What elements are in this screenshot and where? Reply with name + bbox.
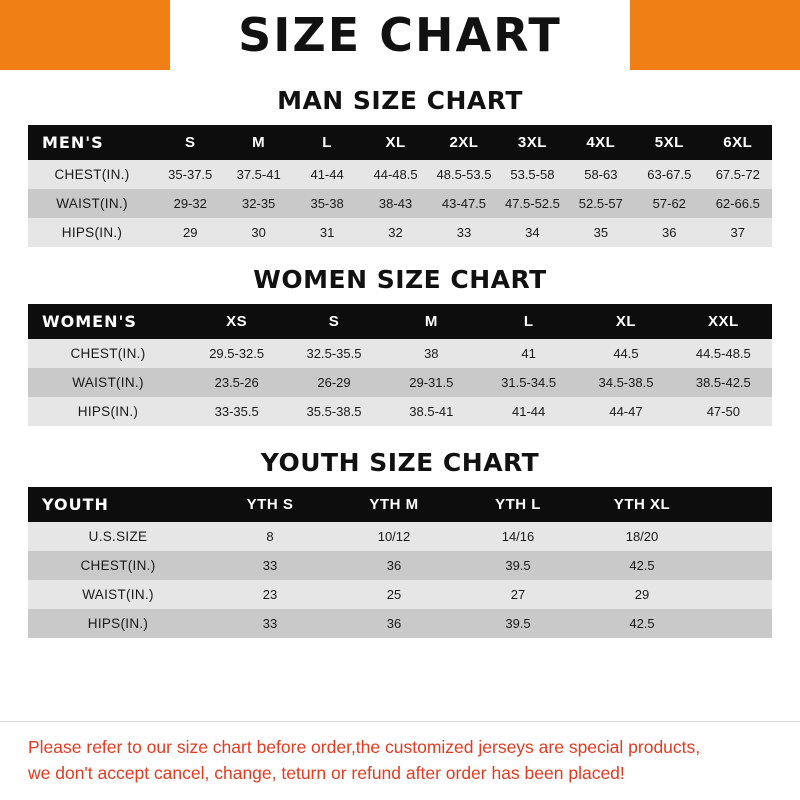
table-cell: 36 [332, 551, 456, 580]
table-row [28, 339, 772, 368]
column-header: XS [188, 304, 285, 339]
table-cell: 41-44 [293, 160, 361, 189]
table-row-header-label: MEN'S [28, 125, 156, 160]
table-cell: 42.5 [580, 609, 704, 638]
column-header: YTH M [332, 487, 456, 522]
table-row [28, 609, 772, 638]
table-header-row [28, 125, 772, 160]
table-cell: 52.5-57 [567, 189, 635, 218]
row-label: WAIST(IN.) [28, 368, 188, 397]
table-cell: 14/16 [456, 522, 580, 551]
table-cell: 38.5-42.5 [675, 368, 772, 397]
table-cell: 47-50 [675, 397, 772, 426]
row-label: WAIST(IN.) [28, 189, 156, 218]
table-cell: 29.5-32.5 [188, 339, 285, 368]
table-cell: 36 [332, 609, 456, 638]
table-cell-spacer [704, 580, 772, 609]
column-header: M [224, 125, 292, 160]
table-cell: 39.5 [456, 551, 580, 580]
table-row [28, 189, 772, 218]
table-cell: 29 [156, 218, 224, 247]
column-header: L [480, 304, 577, 339]
table-row [28, 160, 772, 189]
table-cell: 30 [224, 218, 292, 247]
table-cell: 31 [293, 218, 361, 247]
section-man-size-chart [0, 86, 800, 247]
table-row [28, 397, 772, 426]
table-cell: 33 [430, 218, 498, 247]
section-youth-size-chart [0, 448, 800, 638]
table-cell: 43-47.5 [430, 189, 498, 218]
table-row-header-label: WOMEN'S [28, 304, 188, 339]
section-title-man: MAN SIZE CHART [277, 86, 523, 115]
table-cell: 63-67.5 [635, 160, 703, 189]
table-row [28, 218, 772, 247]
table-cell: 57-62 [635, 189, 703, 218]
footer-divider [0, 721, 800, 722]
table-cell: 26-29 [285, 368, 382, 397]
footer-note [0, 735, 800, 786]
table-cell: 29-31.5 [383, 368, 480, 397]
table-row [28, 522, 772, 551]
column-header: YTH S [208, 487, 332, 522]
table-cell: 29 [580, 580, 704, 609]
table-cell: 48.5-53.5 [430, 160, 498, 189]
column-header: 4XL [567, 125, 635, 160]
table-cell: 41 [480, 339, 577, 368]
footer-note-line-1: Please refer to our size chart before order,the customized jerseys are special products, [28, 737, 701, 758]
table-cell: 47.5-52.5 [498, 189, 566, 218]
table-cell: 18/20 [580, 522, 704, 551]
table-cell: 44.5-48.5 [675, 339, 772, 368]
row-label: WAIST(IN.) [28, 580, 208, 609]
header-banner [0, 0, 800, 70]
table-cell: 25 [332, 580, 456, 609]
table-cell: 41-44 [480, 397, 577, 426]
table-cell: 33 [208, 609, 332, 638]
table-cell: 32-35 [224, 189, 292, 218]
column-header: 5XL [635, 125, 703, 160]
table-cell: 8 [208, 522, 332, 551]
women-size-table [28, 304, 772, 426]
column-header: S [285, 304, 382, 339]
man-size-table [28, 125, 772, 247]
section-title-women: WOMEN SIZE CHART [253, 265, 547, 294]
table-cell: 27 [456, 580, 580, 609]
row-label: HIPS(IN.) [28, 609, 208, 638]
table-cell: 33 [208, 551, 332, 580]
row-label: HIPS(IN.) [28, 218, 156, 247]
table-cell: 35 [567, 218, 635, 247]
table-cell: 23 [208, 580, 332, 609]
row-label: U.S.SIZE [28, 522, 208, 551]
table-cell: 34 [498, 218, 566, 247]
table-cell: 37 [704, 218, 773, 247]
table-cell: 35-37.5 [156, 160, 224, 189]
table-cell: 35-38 [293, 189, 361, 218]
table-row [28, 368, 772, 397]
column-header-spacer [704, 487, 772, 522]
table-cell-spacer [704, 551, 772, 580]
table-cell: 10/12 [332, 522, 456, 551]
table-cell: 23.5-26 [188, 368, 285, 397]
column-header: XXL [675, 304, 772, 339]
table-cell: 39.5 [456, 609, 580, 638]
table-cell-spacer [704, 522, 772, 551]
column-header: 2XL [430, 125, 498, 160]
table-cell: 44-48.5 [361, 160, 429, 189]
table-cell: 42.5 [580, 551, 704, 580]
column-header: YTH XL [580, 487, 704, 522]
table-header-row [28, 304, 772, 339]
table-cell: 35.5-38.5 [285, 397, 382, 426]
banner-left-bar [0, 0, 170, 70]
table-cell: 38-43 [361, 189, 429, 218]
table-cell: 67.5-72 [704, 160, 773, 189]
column-header: M [383, 304, 480, 339]
table-cell: 34.5-38.5 [577, 368, 674, 397]
column-header: XL [361, 125, 429, 160]
section-title-youth: YOUTH SIZE CHART [260, 448, 540, 477]
table-cell: 33-35.5 [188, 397, 285, 426]
youth-size-table [28, 487, 772, 638]
table-cell: 38 [383, 339, 480, 368]
table-cell-spacer [704, 609, 772, 638]
table-cell: 37.5-41 [224, 160, 292, 189]
table-cell: 62-66.5 [704, 189, 773, 218]
table-cell: 32 [361, 218, 429, 247]
table-cell: 44-47 [577, 397, 674, 426]
section-women-size-chart [0, 265, 800, 426]
column-header: 3XL [498, 125, 566, 160]
table-row-header-label: YOUTH [28, 487, 208, 522]
table-row [28, 580, 772, 609]
column-header: S [156, 125, 224, 160]
table-cell: 31.5-34.5 [480, 368, 577, 397]
column-header: L [293, 125, 361, 160]
table-header-row [28, 487, 772, 522]
row-label: HIPS(IN.) [28, 397, 188, 426]
row-label: CHEST(IN.) [28, 339, 188, 368]
table-cell: 58-63 [567, 160, 635, 189]
row-label: CHEST(IN.) [28, 551, 208, 580]
table-row [28, 551, 772, 580]
column-header: YTH L [456, 487, 580, 522]
row-label: CHEST(IN.) [28, 160, 156, 189]
table-cell: 53.5-58 [498, 160, 566, 189]
column-header: XL [577, 304, 674, 339]
table-cell: 38.5-41 [383, 397, 480, 426]
page-title: SIZE CHART [220, 8, 580, 62]
footer-note-line-2: we don't accept cancel, change, teturn or refund after order has been placed! [28, 762, 625, 783]
table-cell: 44.5 [577, 339, 674, 368]
column-header: 6XL [704, 125, 773, 160]
table-cell: 36 [635, 218, 703, 247]
banner-right-bar [630, 0, 800, 70]
table-cell: 29-32 [156, 189, 224, 218]
table-cell: 32.5-35.5 [285, 339, 382, 368]
